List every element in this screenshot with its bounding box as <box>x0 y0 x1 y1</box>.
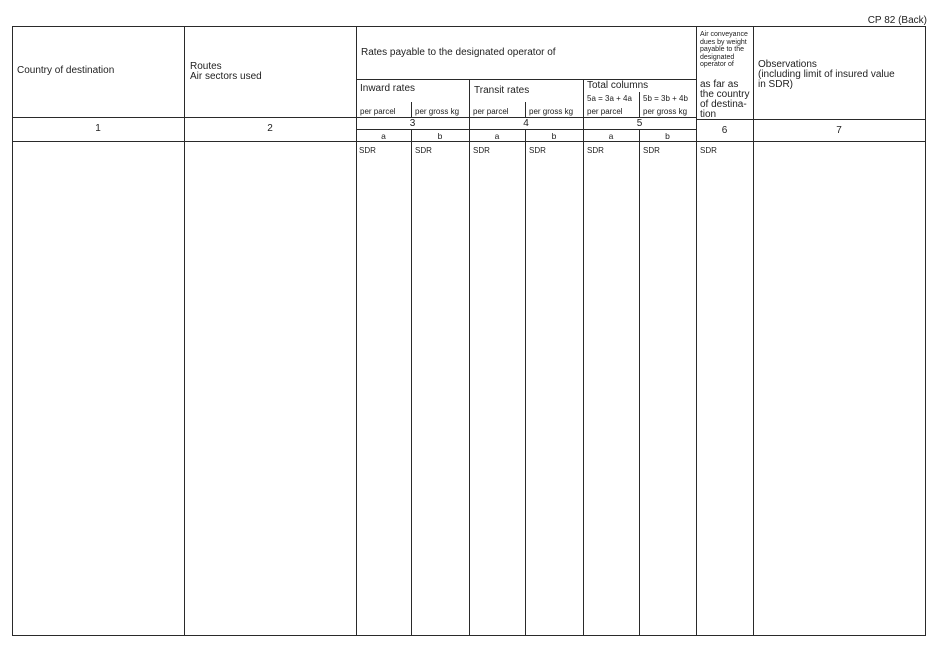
header-total-columns: Total columns <box>587 80 649 91</box>
column-number: 5 <box>636 118 643 129</box>
label-per-gross-kg: per gross kg <box>529 107 574 116</box>
header-air-sectors: Air sectors used <box>190 71 262 82</box>
col-divider <box>411 130 412 636</box>
unit-sdr: SDR <box>415 146 432 155</box>
header-inward-rates: Inward rates <box>360 83 416 94</box>
formula-5b: 5b = 3b + 4b <box>643 94 688 103</box>
sub-letter-a: a <box>381 131 386 141</box>
observations-entry-area[interactable] <box>754 142 925 635</box>
sub-letter-a: a <box>608 131 614 141</box>
row-divider <box>12 117 697 118</box>
col-divider-short <box>411 102 412 118</box>
header-country: Country of destination <box>17 65 115 76</box>
formula-5a: 5a = 3a + 4a <box>587 94 632 103</box>
col-divider-short <box>639 92 640 118</box>
label-per-gross-kg: per gross kg <box>415 107 460 116</box>
label-per-parcel: per parcel <box>473 107 509 116</box>
header-air-conveyance: Air conveyance dues by weight payable to the designated operator of <box>700 31 748 68</box>
header-rates-payable: Rates payable to the designated operator of <box>361 47 556 58</box>
header-as-far-as: as far as the country of destina- tion <box>700 79 750 120</box>
unit-sdr: SDR <box>587 146 604 155</box>
column-number: 2 <box>267 123 273 134</box>
column-number: 3 <box>409 118 416 129</box>
col-divider-short <box>525 102 526 118</box>
form-code: CP 82 (Back) <box>867 15 927 26</box>
sub-letter-a: a <box>494 131 500 141</box>
unit-sdr: SDR <box>700 146 717 155</box>
rates-form-table <box>12 26 926 635</box>
column-number: 4 <box>523 118 529 129</box>
frame-top <box>12 26 926 27</box>
label-per-parcel: per parcel <box>360 107 396 116</box>
header-transit-rates: Transit rates <box>474 85 530 96</box>
header-routes: Routes <box>190 61 222 72</box>
unit-sdr: SDR <box>359 146 376 155</box>
header-observations: Observations (including limit of insured value in SDR) <box>758 59 895 90</box>
sub-letter-b: b <box>551 131 557 141</box>
row-divider <box>356 129 697 130</box>
frame-right <box>925 26 926 636</box>
col-divider <box>525 130 526 636</box>
unit-sdr: SDR <box>529 146 546 155</box>
label-per-parcel: per parcel <box>587 107 623 116</box>
routes-entry-area[interactable] <box>185 142 356 635</box>
column-number: 7 <box>836 125 842 136</box>
col-divider <box>583 79 584 636</box>
col-divider <box>469 79 470 636</box>
column-number: 6 <box>721 125 728 136</box>
sub-letter-b: b <box>437 131 443 141</box>
country-entry-area[interactable] <box>13 142 184 635</box>
label-per-gross-kg: per gross kg <box>643 107 688 116</box>
column-number: 1 <box>95 123 101 134</box>
sub-letter-b: b <box>665 131 670 141</box>
unit-sdr: SDR <box>643 146 660 155</box>
unit-sdr: SDR <box>473 146 490 155</box>
col-divider <box>639 130 640 636</box>
